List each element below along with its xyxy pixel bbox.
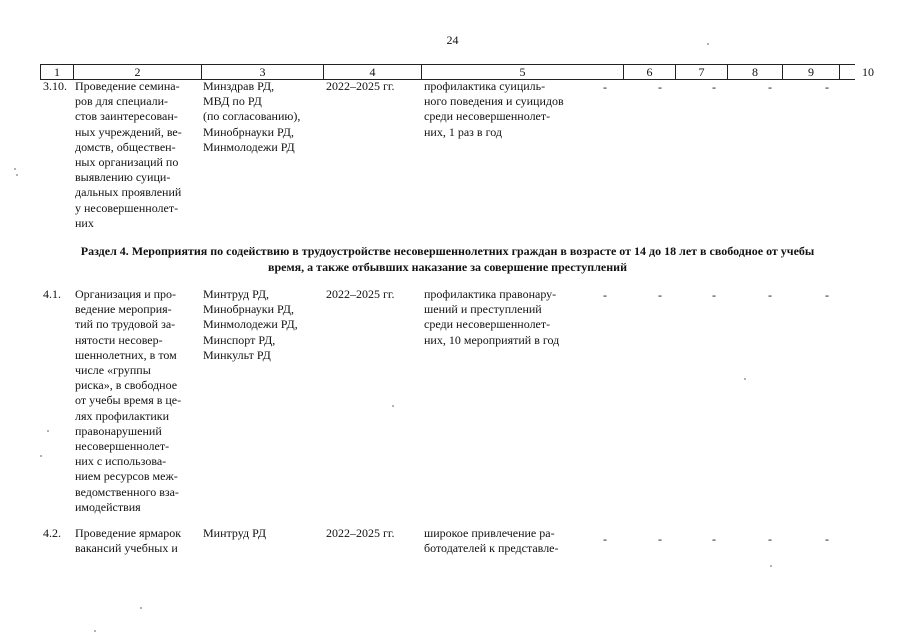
header-col-1: 1 <box>40 65 73 79</box>
row-3-10-value-col8: - <box>712 80 716 94</box>
row-4-2-executors: Минтруд РД <box>203 526 267 540</box>
row-3-10-value-col7: - <box>658 80 662 94</box>
header-col-9: 9 <box>782 65 839 79</box>
header-col-6: 6 <box>623 65 675 79</box>
row-4-1-indicator: профилактика правонару- шений и преступлений среди несовершеннолет- них, 10 мероприятий в год <box>424 287 560 347</box>
row-3-10-value-col6: - <box>603 80 607 94</box>
scan-speck <box>94 630 96 632</box>
page-number: 24 <box>446 33 459 47</box>
row-3-10-number: 3.10. <box>43 79 67 93</box>
scan-speck <box>14 168 16 170</box>
header-col-5: 5 <box>421 65 623 79</box>
row-3-10-activity: Проведение семина- ров для специали- стов заинтересован- ных учреждений, ве- домств, обществен- ных организаций по выявлению суици- дальных проявлений у несовершеннолет- них <box>75 79 182 230</box>
row-3-10-value-col10: - <box>825 80 829 94</box>
scan-speck <box>770 565 772 567</box>
row-3-10-value-col9: - <box>768 80 772 94</box>
row-4-1-executors: Минтруд РД, Минобрнауки РД, Минмолодежи РД, Минспорт РД, Минкульт РД <box>203 287 298 362</box>
row-4-2-value-col10: - <box>825 532 829 546</box>
header-col-8: 8 <box>727 65 782 79</box>
scan-speck <box>392 405 394 407</box>
row-4-1-number: 4.1. <box>43 287 61 301</box>
row-4-2-value-col7: - <box>658 532 662 546</box>
row-4-1-activity: Организация и про- ведение мероприя- тий по трудовой за- нятости несовер- шеннолетних, в том числе «группы риска», в свободное от учебы время в це- лях профилактики правонарушений несовершеннолет- них с использова- нием ресурсов меж- ведомственного вза- имодействия <box>75 287 182 514</box>
header-col-10: 10 <box>839 65 896 79</box>
row-3-10-indicator: профилактика суициль- ного поведения и суицидов среди несовершеннолет- них, 1 раз в год <box>424 79 564 139</box>
section-4-title: Раздел 4. Мероприятия по содействию в трудоустройстве несовершеннолетних граждан в возрасте от 14 до 18 лет в свободное от учебы время, а также отбывших наказание за совершение преступлений <box>80 244 815 274</box>
header-col-3: 3 <box>201 65 323 79</box>
row-4-1-value-col7: - <box>658 288 662 302</box>
scan-speck <box>16 174 18 176</box>
row-4-2-term: 2022–2025 гг. <box>326 526 395 540</box>
header-col-4: 4 <box>323 65 421 79</box>
table-header-row <box>40 64 874 80</box>
row-4-2-number: 4.2. <box>43 526 61 540</box>
scan-speck <box>744 378 746 380</box>
scan-speck <box>47 430 49 432</box>
header-col-2: 2 <box>73 65 201 79</box>
scan-speck <box>40 455 42 457</box>
row-4-2-activity: Проведение ярмарок вакансий учебных и <box>75 526 182 556</box>
row-4-2-value-col9: - <box>768 532 772 546</box>
row-4-1-value-col8: - <box>712 288 716 302</box>
row-4-2-value-col6: - <box>603 532 607 546</box>
row-4-1-value-col9: - <box>768 288 772 302</box>
scan-speck <box>140 607 142 609</box>
row-4-1-term: 2022–2025 гг. <box>326 287 395 301</box>
header-col-7: 7 <box>675 65 727 79</box>
row-4-2-value-col8: - <box>712 532 716 546</box>
row-3-10-term: 2022–2025 гг. <box>326 79 395 93</box>
row-4-1-value-col10: - <box>825 288 829 302</box>
row-4-2-indicator: широкое привлечение ра- ботодателей к представле- <box>424 526 559 556</box>
row-4-1-value-col6: - <box>603 288 607 302</box>
row-3-10-executors: Минздрав РД, МВД по РД (по согласованию), Минобрнауки РД, Минмолодежи РД <box>203 79 301 154</box>
scan-speck <box>707 43 709 45</box>
